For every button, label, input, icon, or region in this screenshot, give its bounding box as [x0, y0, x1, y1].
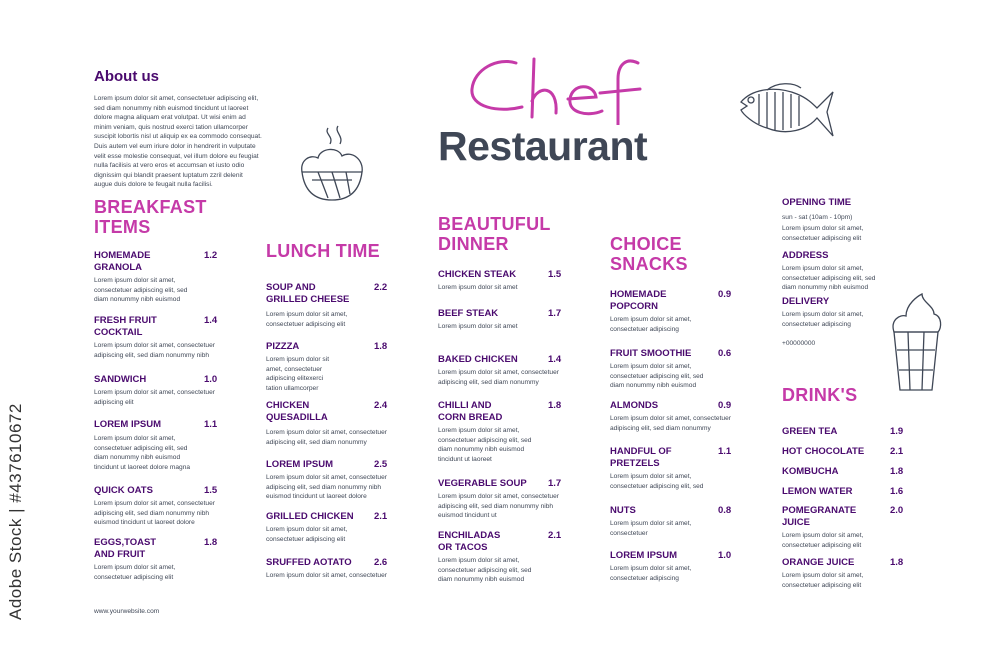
info-text: sun - sat (10am - 10pm)	[782, 214, 853, 221]
info-heading: DELIVERY	[782, 296, 830, 307]
menu-item-name[interactable]: SRUFFED AOTATO	[266, 557, 352, 568]
menu-item-name[interactable]: CHICKEN STEAK	[438, 269, 517, 280]
menu-item-name[interactable]: PIZZZA	[266, 341, 300, 352]
menu-item-name[interactable]: LEMON WATER	[782, 486, 853, 497]
menu-item-name[interactable]: CHILLI AND CORN BREAD	[438, 400, 503, 423]
menu-item-name[interactable]: LOREM IPSUM	[94, 419, 162, 430]
menu-item-description: Lorem ipsum dolor sit amet, consectetuer adipiscing elit, sed diam nonummy nibh euismod	[438, 557, 532, 584]
info-description: Lorem ipsum dolor sit amet, consectetuer adipiscing +00000000	[782, 311, 864, 347]
menu-item-name[interactable]: ENCHILADAS OR TACOS	[438, 530, 501, 553]
menu-item-name[interactable]: VEGERABLE SOUP	[438, 478, 527, 489]
menu-item-description: Lorem ipsum dolor sit amet, consectetuer adipiscing elit, sed diam nonummy nibh euismod tincidunt ut laoreet dolore	[266, 474, 387, 501]
menu-item-price: 2.5	[374, 459, 388, 470]
menu-item-name[interactable]: LOREM IPSUM	[610, 550, 678, 561]
menu-item-name[interactable]: GRILLED CHICKEN	[266, 511, 354, 522]
menu-item-price: 2.6	[374, 557, 388, 568]
bowl-icon	[298, 124, 368, 204]
menu-item-description: Lorem ipsum dolor sit amet, consectetuer adipiscing elit, sed diam nonummy nibh euismod tincidunt ut laoreet	[438, 427, 532, 463]
website-link[interactable]: www.yourwebsite.com	[94, 608, 160, 615]
menu-item-price: 0.6	[718, 348, 732, 359]
menu-item-description: Lorem ipsum dolor sit amet, consectetuer adipiscing elit	[94, 389, 215, 406]
about-text: Lorem ipsum dolor sit amet, consectetuer adipiscing elit, sed diam nonummy nibh euismod tincidunt ut laoreet dolore magna aliquam erat volutpat. Ut wisi enim ad minim veniam, quis nostrud exerci tation ullamcorper suscipit lobortis nisl ut aliquip ex ea commodo consequat. Duis autem vel eum iriure dolor in hendrerit in vulputate velit esse molestie consequat, vel illum dolore eu feugiat nulla facilisis at vero eros et accumsan et iusto odio dignissim qui blandit praesent luptatum zzril delenit augue duis dolore te feugait nulla facilisi.	[94, 95, 262, 189]
menu-item-name[interactable]: EGGS,TOAST AND FRUIT	[94, 537, 157, 560]
menu-item-description: Lorem ipsum dolor sit amet, consectetuer adipiscing elit, sed diam nonummy nibh euismod	[610, 363, 704, 390]
menu-item-name[interactable]: SOUP AND GRILLED CHEESE	[266, 282, 350, 305]
section-title: DRINK'S	[782, 385, 858, 405]
menu-item-name[interactable]: HOMEMADE POPCORN	[610, 289, 667, 312]
menu-item-description: Lorem ipsum dolor sit amet, consectetuer adipiscing elit, sed diam nonummy	[610, 415, 731, 432]
menu-item-price: 1.1	[718, 446, 732, 457]
menu-item-price: 2.1	[548, 530, 562, 541]
menu-item-name[interactable]: ORANGE JUICE	[782, 557, 855, 568]
menu-item-description: Lorem ipsum dolor sit amet, consectetuer adipiscing elit	[266, 311, 348, 328]
menu-item-price: 1.4	[548, 354, 562, 365]
menu-item-price: 1.5	[204, 485, 218, 496]
menu-item-price: 0.8	[718, 505, 732, 516]
menu-item-price: 1.6	[890, 486, 904, 497]
menu-item-name[interactable]: BAKED CHICKEN	[438, 354, 518, 365]
menu-item-name[interactable]: POMEGRANATE JUICE	[782, 505, 857, 528]
menu-item-price: 1.0	[204, 374, 218, 385]
menu-item-description: Lorem ipsum dolor sit amet, consectetuer adipiscing elit	[782, 532, 864, 549]
menu-item-name[interactable]: FRUIT SMOOTHIE	[610, 348, 692, 359]
menu-item-description: Lorem ipsum dolor sit amet, consectetuer adipiscing	[610, 565, 692, 582]
menu-item-price: 1.8	[548, 400, 562, 411]
menu-item-description: Lorem ipsum dolor sit amet	[438, 323, 518, 330]
menu-item-name[interactable]: HOMEMADE GRANOLA	[94, 250, 151, 273]
menu-item-description: Lorem ipsum dolor sit amet, consectetuer adipiscing elitexerci tation ullamcorper	[266, 356, 330, 392]
menu-item-name[interactable]: KOMBUCHA	[782, 466, 839, 477]
menu-item-price: 1.8	[204, 537, 218, 548]
menu-item-price: 1.4	[204, 315, 218, 326]
menu-item-name[interactable]: ALMONDS	[610, 400, 659, 411]
menu-item-description: Lorem ipsum dolor sit amet, consectetuer adipiscing elit	[94, 564, 176, 581]
menu-item-price: 2.0	[890, 505, 904, 516]
menu-item-description: Lorem ipsum dolor sit amet, consectetuer adipiscing elit, sed diam nonummy nibh euismod tincidunt ut laoreet dolore	[94, 500, 215, 527]
menu-item-price: 1.9	[890, 426, 904, 437]
about-heading: About us	[94, 68, 159, 85]
menu-item-description: Lorem ipsum dolor sit amet, consectetuer adipiscing elit, sed diam nonummy nibh euismod tincidunt ut laoreet dolore magna	[94, 435, 191, 471]
menu-item-description: Lorem ipsum dolor sit amet, consectetuer adipiscing elit	[782, 572, 864, 589]
section-title: BEAUTUFUL DINNER	[438, 214, 551, 254]
menu-item-description: Lorem ipsum dolor sit amet, consectetuer adipiscing elit, sed diam nonummy	[266, 429, 387, 446]
menu-item-name[interactable]: GREEN TEA	[782, 426, 838, 437]
menu-item-price: 1.0	[718, 550, 732, 561]
info-description: Lorem ipsum dolor sit amet, consectetuer adipiscing elit, sed diam nonummy nibh euismod	[782, 265, 876, 292]
menu-item-price: 2.2	[374, 282, 388, 293]
menu-item-name[interactable]: BEEF STEAK	[438, 308, 499, 319]
menu-item-price: 2.1	[374, 511, 388, 522]
menu-item-name[interactable]: QUICK OATS	[94, 485, 153, 496]
menu-item-price: 1.1	[204, 419, 218, 430]
menu-item-price: 1.7	[548, 308, 562, 319]
menu-item-description: Lorem ipsum dolor sit amet	[438, 284, 518, 291]
menu-item-price: 2.1	[890, 446, 904, 457]
menu-item-name[interactable]: HANDFUL OF PRETZELS	[610, 446, 672, 469]
restaurant-title: Restaurant	[438, 123, 648, 169]
menu-item-name[interactable]: LOREM IPSUM	[266, 459, 334, 470]
menu-item-price: 0.9	[718, 400, 732, 411]
menu-item-name[interactable]: CHICKEN QUESADILLA	[266, 400, 328, 423]
menu-item-name[interactable]: FRESH FRUIT COCKTAIL	[94, 315, 157, 338]
menu-item-price: 1.2	[204, 250, 218, 261]
menu-item-price: 1.8	[890, 557, 904, 568]
menu-item-description: Lorem ipsum dolor sit amet, consectetuer adipiscing	[610, 316, 692, 333]
menu-item-price: 1.7	[548, 478, 562, 489]
section-title: CHOICE SNACKS	[610, 234, 688, 274]
menu-item-description: Lorem ipsum dolor sit amet, consectetuer adipiscing elit, sed diam nonummy	[438, 369, 559, 386]
fish-icon	[737, 82, 837, 142]
menu-item-price: 1.5	[548, 269, 562, 280]
menu-item-description: Lorem ipsum dolor sit amet, consectetuer	[266, 572, 387, 579]
menu-item-name[interactable]: HOT CHOCOLATE	[782, 446, 865, 457]
menu-item-price: 2.4	[374, 400, 388, 411]
chef-script-logo	[468, 55, 648, 125]
info-description: Lorem ipsum dolor sit amet, consectetuer adipiscing elit	[782, 225, 864, 242]
menu-item-name[interactable]: NUTS	[610, 505, 636, 516]
watermark: Adobe Stock | #437610672	[6, 403, 25, 620]
section-title: BREAKFAST ITEMS	[94, 197, 207, 237]
menu-item-name[interactable]: SANDWICH	[94, 374, 147, 385]
ice-cream-icon	[888, 292, 944, 394]
menu-item-price: 0.9	[718, 289, 732, 300]
menu-item-description: Lorem ipsum dolor sit amet, consectetuer adipiscing elit, sed	[610, 473, 704, 490]
menu-item-description: Lorem ipsum dolor sit amet, consectetuer adipiscing elit, sed diam nonummy nibh euismod tincidunt ut	[438, 493, 559, 520]
menu-item-description: Lorem ipsum dolor sit amet, consectetuer adipiscing elit, sed diam nonummy nibh euismod	[94, 277, 188, 304]
info-heading: OPENING TIME	[782, 197, 852, 208]
info-heading: ADDRESS	[782, 250, 829, 261]
menu-item-description: Lorem ipsum dolor sit amet, consectetuer adipiscing elit, sed diam nonummy nibh	[94, 342, 215, 359]
menu-item-price: 1.8	[374, 341, 388, 352]
section-title: LUNCH TIME	[266, 241, 380, 261]
menu-item-price: 1.8	[890, 466, 904, 477]
menu-item-description: Lorem ipsum dolor sit amet, consectetuer adipiscing elit	[266, 526, 348, 543]
menu-item-description: Lorem ipsum dolor sit amet, consectetuer	[610, 520, 692, 537]
